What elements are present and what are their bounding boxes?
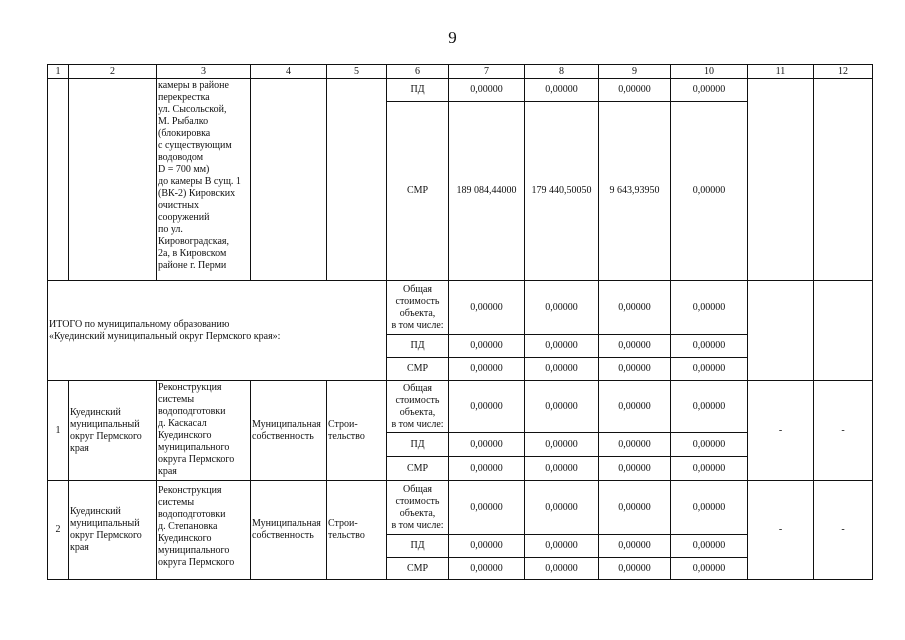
total-obshaya-col8: 0,00000 bbox=[524, 280, 599, 335]
row1-obshaya-col8: 0,00000 bbox=[524, 380, 599, 433]
header-col-12: 12 bbox=[813, 64, 873, 79]
row1-pd-col10: 0,00000 bbox=[670, 432, 748, 457]
row2-col-12: - bbox=[813, 480, 873, 580]
row2-pd-label: ПД bbox=[386, 534, 449, 558]
page-number: 9 bbox=[448, 28, 457, 47]
row1-smr-col9: 0,00000 bbox=[598, 456, 671, 481]
row1-smr-col10: 0,00000 bbox=[670, 456, 748, 481]
row2-obshaya-col9: 0,00000 bbox=[598, 480, 671, 535]
row1-obshaya-col7: 0,00000 bbox=[448, 380, 525, 433]
row2-ownership: Муниципальная собственность bbox=[250, 480, 327, 580]
row0-object-name: камеры в районе перекрестка ул. Сысольской, М. Рыбалко (блокировка с существующим водоводом D = 700 мм) до камеры В сущ. 1 (ВК-2) Кировских очистных сооружений по ул. Кировоградская, 2а, в Кировском районе г. Перми bbox=[156, 78, 251, 281]
total-pd-label: ПД bbox=[386, 334, 449, 358]
row0-pd-col9: 0,00000 bbox=[598, 78, 671, 102]
row1-obshaya-label: Общая стоимость объекта, в том числе: bbox=[386, 380, 449, 433]
total-obshaya-col10: 0,00000 bbox=[670, 280, 748, 335]
row0-col-1 bbox=[47, 78, 69, 281]
row1-ownership: Муниципальная собственность bbox=[250, 380, 327, 481]
total-pd-col7: 0,00000 bbox=[448, 334, 525, 358]
row0-pd-col10: 0,00000 bbox=[670, 78, 748, 102]
row1-obshaya-col9: 0,00000 bbox=[598, 380, 671, 433]
total-smr-col7: 0,00000 bbox=[448, 357, 525, 381]
header-col-11: 11 bbox=[747, 64, 814, 79]
row2-municipality: Куединский муниципальный округ Пермского края bbox=[68, 480, 157, 580]
row2-pd-col10: 0,00000 bbox=[670, 534, 748, 558]
row2-smr-col7: 0,00000 bbox=[448, 557, 525, 580]
row1-pd-col9: 0,00000 bbox=[598, 432, 671, 457]
row0-col-11 bbox=[747, 78, 814, 281]
total-pd-col9: 0,00000 bbox=[598, 334, 671, 358]
header-col-5: 5 bbox=[326, 64, 387, 79]
row0-pd-col8: 0,00000 bbox=[524, 78, 599, 102]
row2-work-type: Строи- тельство bbox=[326, 480, 387, 580]
row2-object-name: Реконструкция системы водоподготовки д. Степановка Куединского муниципального округа Пермского bbox=[156, 480, 251, 580]
header-col-4: 4 bbox=[250, 64, 327, 79]
header-col-3: 3 bbox=[156, 64, 251, 79]
header-col-7: 7 bbox=[448, 64, 525, 79]
row2-obshaya-col8: 0,00000 bbox=[524, 480, 599, 535]
row2-col-11: - bbox=[747, 480, 814, 580]
row1-col-12: - bbox=[813, 380, 873, 481]
row0-smr-label: СМР bbox=[386, 101, 449, 281]
row1-number: 1 bbox=[47, 380, 69, 481]
row1-col-11: - bbox=[747, 380, 814, 481]
row1-smr-col7: 0,00000 bbox=[448, 456, 525, 481]
row0-smr-col9: 9 643,93950 bbox=[598, 101, 671, 281]
header-col-8: 8 bbox=[524, 64, 599, 79]
total-smr-col8: 0,00000 bbox=[524, 357, 599, 381]
header-col-10: 10 bbox=[670, 64, 748, 79]
row0-pd-label: ПД bbox=[386, 78, 449, 102]
header-col-9: 9 bbox=[598, 64, 671, 79]
row0-smr-col8: 179 440,50050 bbox=[524, 101, 599, 281]
row2-obshaya-col7: 0,00000 bbox=[448, 480, 525, 535]
total-obshaya-col7: 0,00000 bbox=[448, 280, 525, 335]
row2-number: 2 bbox=[47, 480, 69, 580]
row1-municipality: Куединский муниципальный округ Пермского края bbox=[68, 380, 157, 481]
row2-pd-col8: 0,00000 bbox=[524, 534, 599, 558]
row1-pd-col8: 0,00000 bbox=[524, 432, 599, 457]
row1-object-name: Реконструкция системы водоподготовки д. Каскасал Куединского муниципального округа Пермского края bbox=[156, 380, 251, 481]
total-pd-col10: 0,00000 bbox=[670, 334, 748, 358]
row2-pd-col7: 0,00000 bbox=[448, 534, 525, 558]
row0-col-12 bbox=[813, 78, 873, 281]
total-smr-col10: 0,00000 bbox=[670, 357, 748, 381]
total-smr-col9: 0,00000 bbox=[598, 357, 671, 381]
row1-smr-col8: 0,00000 bbox=[524, 456, 599, 481]
total-smr-label: СМР bbox=[386, 357, 449, 381]
row0-col-4 bbox=[250, 78, 327, 281]
row1-smr-label: СМР bbox=[386, 456, 449, 481]
row2-smr-label: СМР bbox=[386, 557, 449, 580]
row0-smr-col10: 0,00000 bbox=[670, 101, 748, 281]
row0-pd-col7: 0,00000 bbox=[448, 78, 525, 102]
row2-smr-col10: 0,00000 bbox=[670, 557, 748, 580]
total-col-12 bbox=[813, 280, 873, 381]
row2-smr-col9: 0,00000 bbox=[598, 557, 671, 580]
row2-pd-col9: 0,00000 bbox=[598, 534, 671, 558]
row0-col-2 bbox=[68, 78, 157, 281]
total-label: ИТОГО по муниципальному образованию «Куединский муниципальный округ Пермского края»: bbox=[47, 280, 387, 381]
header-col-6: 6 bbox=[386, 64, 449, 79]
header-col-1: 1 bbox=[47, 64, 69, 79]
row1-work-type: Строи- тельство bbox=[326, 380, 387, 481]
header-col-2: 2 bbox=[68, 64, 157, 79]
row2-obshaya-label: Общая стоимость объекта, в том числе: bbox=[386, 480, 449, 535]
row1-pd-col7: 0,00000 bbox=[448, 432, 525, 457]
row0-smr-col7: 189 084,44000 bbox=[448, 101, 525, 281]
total-obshaya-label: Общая стоимость объекта, в том числе: bbox=[386, 280, 449, 335]
total-pd-col8: 0,00000 bbox=[524, 334, 599, 358]
row0-col-5 bbox=[326, 78, 387, 281]
row1-obshaya-col10: 0,00000 bbox=[670, 380, 748, 433]
total-obshaya-col9: 0,00000 bbox=[598, 280, 671, 335]
row1-pd-label: ПД bbox=[386, 432, 449, 457]
row2-smr-col8: 0,00000 bbox=[524, 557, 599, 580]
total-col-11 bbox=[747, 280, 814, 381]
row2-obshaya-col10: 0,00000 bbox=[670, 480, 748, 535]
